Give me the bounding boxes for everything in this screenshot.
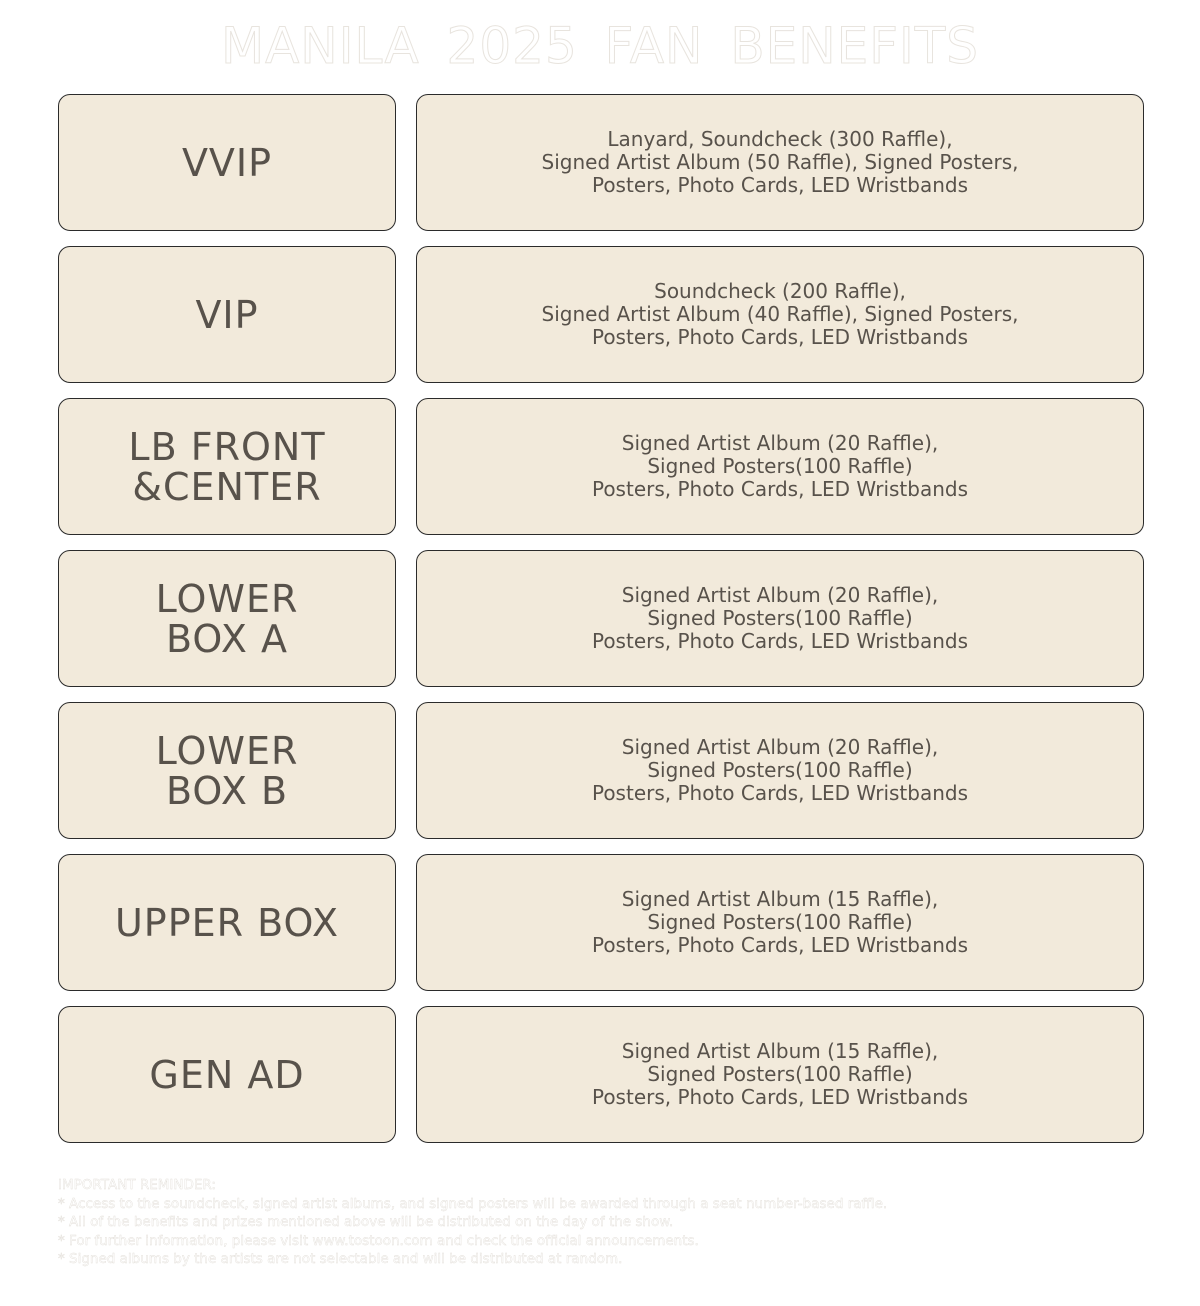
tier-row-vvip <box>58 94 1144 231</box>
benefit-line: Signed Artist Album (15 Raffle), <box>621 1039 939 1063</box>
benefit-line: Posters, Photo Cards, LED Wristbands <box>591 781 969 805</box>
tier-card <box>58 550 396 687</box>
benefit-line: Signed Posters(100 Raffle) <box>647 606 913 630</box>
tier-card <box>58 94 396 231</box>
tier-card <box>58 246 396 383</box>
tier-card <box>58 702 396 839</box>
benefit-line: Posters, Photo Cards, LED Wristbands <box>591 325 969 349</box>
benefit-line: Signed Artist Album (20 Raffle), <box>621 735 939 759</box>
reminder-line: * Signed albums by the artists are not selectable and will be distributed at random. <box>58 1251 623 1267</box>
tier-row-lower-box-b <box>58 702 1144 839</box>
tier-label: LOWER BOX B <box>155 728 299 813</box>
tier-card <box>58 1006 396 1143</box>
tier-label: VVIP <box>181 140 273 185</box>
tier-card <box>58 854 396 991</box>
benefit-card <box>416 550 1144 687</box>
tier-row-lower-box-a <box>58 550 1144 687</box>
benefit-line: Posters, Photo Cards, LED Wristbands <box>591 173 969 197</box>
tier-row-lb-front-center <box>58 398 1144 535</box>
tier-label: GEN AD <box>149 1052 305 1097</box>
tier-row-upper-box <box>58 854 1144 991</box>
tier-label: UPPER BOX <box>114 900 340 945</box>
benefit-line: Signed Artist Album (20 Raffle), <box>621 431 939 455</box>
benefit-line: Lanyard, Soundcheck (300 Raffle), <box>607 127 953 151</box>
benefit-card <box>416 398 1144 535</box>
benefit-card <box>416 702 1144 839</box>
benefit-line: Soundcheck (200 Raffle), <box>654 279 906 303</box>
benefit-line: Signed Artist Album (50 Raffle), Signed Posters, <box>541 150 1019 174</box>
important-reminder <box>58 1176 1148 1269</box>
benefit-line: Posters, Photo Cards, LED Wristbands <box>591 629 969 653</box>
benefit-line: Signed Artist Album (40 Raffle), Signed Posters, <box>541 302 1019 326</box>
tier-row-gen-ad <box>58 1006 1144 1143</box>
reminder-line: * For further information, please visit www.tostoon.com and check the official announcements. <box>58 1232 699 1249</box>
reminder-line: * Access to the soundcheck, signed artist albums, and signed posters will be awarded through a seat number-based raffle. <box>58 1195 888 1212</box>
tier-label: LOWER BOX A <box>155 576 299 661</box>
benefit-line: Signed Posters(100 Raffle) <box>647 1062 913 1086</box>
tier-card <box>58 398 396 535</box>
benefit-card <box>416 94 1144 231</box>
benefit-line: Posters, Photo Cards, LED Wristbands <box>591 933 969 957</box>
benefit-line: Signed Posters(100 Raffle) <box>647 758 913 782</box>
tier-row-vip <box>58 246 1144 383</box>
tier-label: VIP <box>195 292 259 337</box>
benefit-line: Signed Posters(100 Raffle) <box>647 910 913 934</box>
page-title: MANILA 2025 FAN BENEFITS <box>220 17 980 75</box>
reminder-heading: IMPORTANT REMINDER: <box>58 1177 216 1193</box>
benefit-line: Posters, Photo Cards, LED Wristbands <box>591 1085 969 1109</box>
benefit-card <box>416 246 1144 383</box>
benefit-card <box>416 854 1144 991</box>
benefit-line: Signed Artist Album (20 Raffle), <box>621 583 939 607</box>
benefit-line: Signed Posters(100 Raffle) <box>647 454 913 478</box>
benefit-line: Posters, Photo Cards, LED Wristbands <box>591 477 969 501</box>
reminder-line: * All of the benefits and prizes mentioned above will be distributed on the day of the show. <box>58 1214 674 1230</box>
tier-label: LB FRONT &CENTER <box>128 424 326 509</box>
benefit-card <box>416 1006 1144 1143</box>
benefits-table <box>58 94 1144 1158</box>
benefit-line: Signed Artist Album (15 Raffle), <box>621 887 939 911</box>
